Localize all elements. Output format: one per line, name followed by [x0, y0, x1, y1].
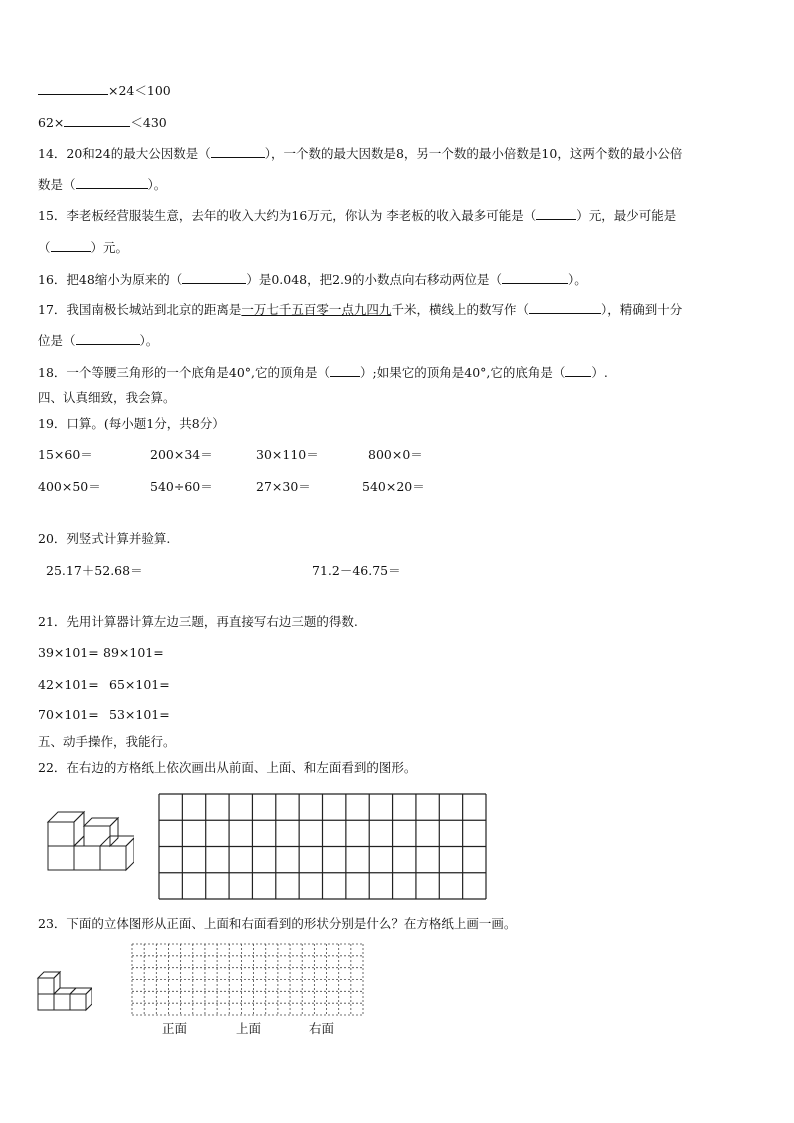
question-14-line-2 — [38, 177, 166, 193]
question-14-line-1 — [38, 146, 682, 162]
view-label-front: 正面 — [162, 1021, 188, 1036]
question-text: ）元，最少可能是 — [576, 208, 677, 223]
oral-calc-item: 540×20＝ — [362, 479, 425, 494]
question-text: ）是0.048，把2.9的小数点向右移动两位是（ — [246, 272, 502, 287]
expr-tail: ＜430 — [130, 115, 167, 130]
question-text: ）;如果它的顶角是40°,它的底角是（ — [360, 365, 566, 380]
question-text: ），一个数的最大因数是8，另一个数的最小倍数是10，这两个数的最小公倍 — [264, 146, 683, 161]
question-17-line-1 — [38, 302, 682, 318]
question-text: 16．把48缩小为原来的（ — [38, 272, 183, 287]
answer-blank[interactable] — [51, 240, 91, 252]
question-text: 17．我国南极长城站到北京的距离是 — [38, 302, 242, 317]
calc-item: 65×101= — [109, 677, 170, 692]
oral-calc-item: 15×60＝ — [38, 447, 93, 462]
question-15-line-1 — [38, 208, 676, 224]
question-text: 数是（ — [38, 177, 76, 192]
fill-line-2 — [38, 115, 167, 131]
question-18 — [38, 365, 608, 381]
section-4-heading: 四、认真细致，我会算。 — [38, 390, 176, 405]
oral-calc-item: 400×50＝ — [38, 479, 101, 494]
oral-calc-item: 540÷60＝ — [150, 479, 213, 494]
question-text: 15．李老板经营服装生意，去年的收入大约为16万元，你认为 李老板的收入最多可能是（ — [38, 208, 537, 223]
fill-line-1 — [38, 83, 171, 99]
question-text: 18．一个等腰三角形的一个底角是40°,它的顶角是（ — [38, 365, 331, 380]
vertical-calc-item: 71.2－46.75＝ — [312, 563, 401, 578]
calc-item: 89×101= — [103, 645, 164, 660]
expr-head: 62× — [38, 115, 65, 130]
cube-stack-figure-22 — [44, 800, 134, 874]
answer-blank[interactable] — [182, 272, 246, 284]
answer-blank[interactable] — [565, 365, 591, 377]
calc-item: 42×101= — [38, 677, 99, 692]
question-text: （ — [38, 240, 51, 255]
grid-paper-22[interactable] — [158, 793, 488, 901]
question-text: 14．20和24的最大公因数是（ — [38, 146, 211, 161]
question-text: ）。 — [147, 177, 167, 192]
question-15-line-2 — [38, 240, 128, 256]
question-text: ）。 — [567, 272, 587, 287]
answer-blank[interactable] — [529, 302, 601, 314]
question-22: 22．在右边的方格纸上依次画出从前面、上面、和左面看到的图形。 — [38, 760, 417, 775]
calc-item: 39×101= — [38, 645, 99, 660]
answer-blank[interactable] — [330, 365, 360, 377]
answer-blank[interactable] — [76, 333, 140, 345]
question-17-line-2 — [38, 333, 158, 349]
question-text: 位是（ — [38, 333, 76, 348]
section-5-heading: 五、动手操作，我能行。 — [38, 734, 176, 749]
oral-calc-item: 800×0＝ — [368, 447, 423, 462]
answer-blank[interactable] — [76, 177, 148, 189]
question-21: 21．先用计算器计算左边三题，再直接写右边三题的得数. — [38, 614, 358, 629]
answer-blank[interactable] — [38, 83, 108, 95]
vertical-calc-item: 25.17＋52.68＝ — [46, 563, 143, 578]
answer-blank[interactable] — [211, 146, 265, 158]
view-label-right: 右面 — [309, 1021, 335, 1036]
calc-item: 70×101= — [38, 707, 99, 722]
grid-paper-23[interactable] — [131, 943, 365, 1017]
question-23: 23．下面的立体图形从正面、上面和右面看到的形状分别是什么？在方格纸上画一画。 — [38, 916, 517, 931]
question-text: 千米，横线上的数写作（ — [391, 302, 529, 317]
oral-calc-item: 27×30＝ — [256, 479, 311, 494]
expr-tail: ×24＜100 — [108, 83, 171, 98]
underlined-number-words: 一万七千五百零一点九四九 — [241, 302, 392, 317]
question-text: ）。 — [139, 333, 159, 348]
oral-calc-item: 200×34＝ — [150, 447, 213, 462]
question-19: 19．口算。(每小题1分，共8分） — [38, 416, 225, 431]
oral-calc-item: 30×110＝ — [256, 447, 319, 462]
answer-blank[interactable] — [502, 272, 568, 284]
view-label-top: 上面 — [236, 1021, 262, 1036]
cube-stack-figure-23 — [36, 968, 92, 1014]
question-text: ），精确到十分 — [600, 302, 683, 317]
question-text: ）. — [591, 365, 608, 380]
answer-blank[interactable] — [536, 208, 576, 220]
question-16 — [38, 272, 587, 288]
answer-blank[interactable] — [64, 115, 130, 127]
question-text: ）元。 — [90, 240, 129, 255]
question-20: 20．列竖式计算并验算. — [38, 531, 171, 546]
calc-item: 53×101= — [109, 707, 170, 722]
